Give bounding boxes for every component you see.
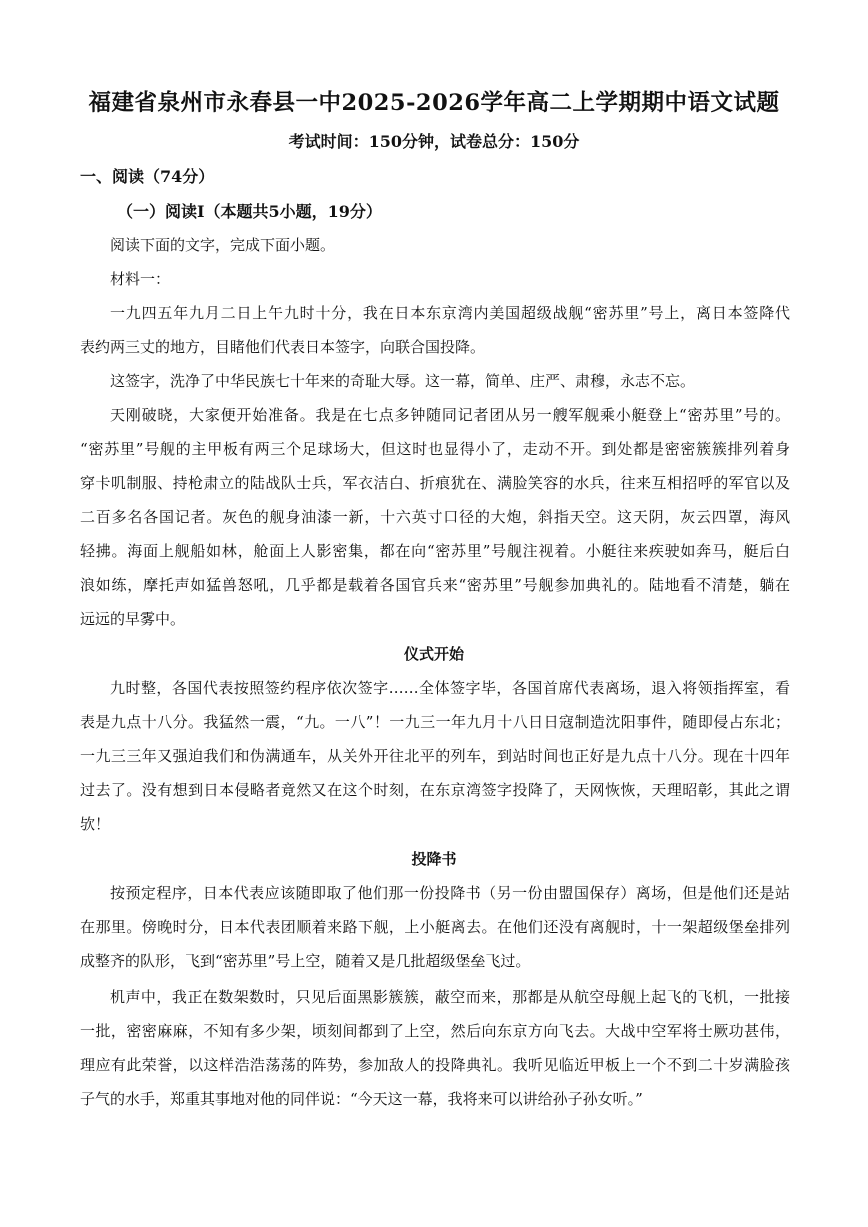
paragraph-line: 远远的早雾中。 <box>80 610 186 628</box>
document-title: 福建省泉州市永春县一中2025-2026学年高二上学期期中语文试题 <box>88 90 780 116</box>
paragraph-line: 子气的水手，郑重其事地对他的同伴说：“今天这一幕，我将来可以讲给孙子孙女听。” <box>80 1090 643 1108</box>
paragraph-line: 一九三三年又强迫我们和伪满通车，从关外开往北平的列车，到站时间也正好是九点十八分。现在十四年 <box>80 747 790 765</box>
paragraph-line: 天刚破晓，大家便开始准备。我是在七点多钟随同记者团从另一艘军舰乘小艇登上“密苏里”号的。 <box>110 406 790 424</box>
paragraph-line: 这签字，洗净了中华民族七十年来的奇耻大辱。这一幕，简单、庄严、肃穆，永志不忘。 <box>110 372 696 390</box>
paragraph-line: 一批，密密麻麻，不知有多少架，顷刻间都到了上空，然后向东京方向飞去。大战中空军将士厥功甚伟， <box>80 1022 790 1040</box>
paragraph-line: 九时整，各国代表按照签约程序依次签字……全体签字毕，各国首席代表离场，退入将领指挥室，看 <box>110 679 790 697</box>
paragraph-line: “密苏里”号舰的主甲板有两三个足球场大，但这时也显得小了，走动不开。到处都是密密簇簇排列着身 <box>80 440 790 458</box>
paragraph-line: 二百多名各国记者。灰色的舰身油漆一新，十六英寸口径的大炮，斜指天空。这天阴，灰云四罩，海风 <box>80 508 790 526</box>
paragraph-line: 成整齐的队形，飞到“密苏里”号上空，随着又是几批超级堡垒飞过。 <box>80 952 531 970</box>
part-heading: 一、阅读（74分） <box>80 167 215 186</box>
material-label: 材料一： <box>110 270 171 288</box>
paragraph-line: 理应有此荣誉，以这样浩浩荡荡的阵势，参加敌人的投降典礼。我听见临近甲板上一个不到二十岁满脸孩 <box>80 1056 790 1074</box>
paragraph-line: 欤！ <box>80 815 111 833</box>
paragraph-line: 在那里。傍晚时分，日本代表团顺着来路下舰，上小艇离去。在他们还没有离舰时，十一架超级堡垒排列 <box>80 918 790 936</box>
paragraph-line: 过去了。没有想到日本侵略者竟然又在这个时刻，在东京湾签字投降了，天网恢恢，天理昭彰，其此之谓 <box>80 781 790 799</box>
instruction-text: 阅读下面的文字，完成下面小题。 <box>110 236 336 254</box>
paragraph-line: 穿卡叽制服、持枪肃立的陆战队士兵，军衣洁白、折痕犹在、满脸笑容的水兵，往来互相招呼的军官以及 <box>80 474 790 492</box>
paragraph-line: 浪如练，摩托声如猛兽怒吼，几乎都是载着各国官兵来“密苏里”号舰参加典礼的。陆地看不清楚，躺在 <box>80 576 790 594</box>
section-heading-surrender: 投降书 <box>411 850 457 868</box>
paragraph-line: 一九四五年九月二日上午九时十分，我在日本东京湾内美国超级战舰“密苏里”号上，离日本签降代 <box>110 304 790 322</box>
paragraph-line: 表是九点十八分。我猛然一震，“九。一八”！一九三一年九月十八日日寇制造沈阳事件，随即侵占东北； <box>80 713 790 731</box>
paragraph-line: 表约两三丈的地方，目睹他们代表日本签字，向联合国投降。 <box>80 338 486 356</box>
paragraph-line: 轻拂。海面上舰船如林，舱面上人影密集，都在向“密苏里”号舰注视着。小艇往来疾驶如奔马，艇后白 <box>80 542 790 560</box>
section-heading-ceremony: 仪式开始 <box>403 645 464 663</box>
subsection-heading: （一）阅读Ⅰ（本题共5小题，19分） <box>117 202 382 221</box>
exam-info: 考试时间：150分钟，试卷总分：150分 <box>288 132 580 151</box>
paragraph-line: 按预定程序，日本代表应该随即取了他们那一份投降书（另一份由盟国保存）离场，但是他们还是站 <box>110 884 790 902</box>
paragraph-line: 机声中，我正在数架数时，只见后面黑影簇簇，蔽空而来，那都是从航空母舰上起飞的飞机，一批接 <box>110 988 790 1006</box>
